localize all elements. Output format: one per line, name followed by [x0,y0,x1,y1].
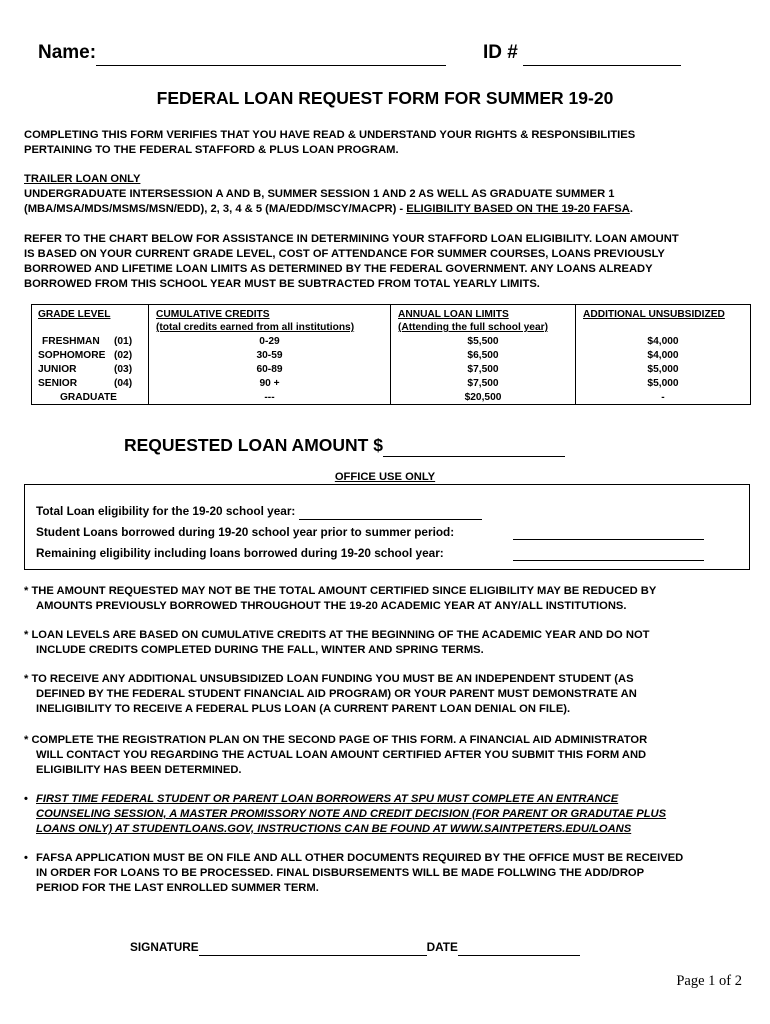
chart-top-border-left [31,304,751,305]
header-cumulative-credits: CUMULATIVE CREDITS (total credits earned from all institutions) [156,309,355,333]
date-input-line[interactable] [458,940,580,956]
refer-line: REFER TO THE CHART BELOW FOR ASSISTANCE IN DETERMINING YOUR STAFFORD LOAN ELIGIBILITY. LOAN AMOUNT [24,233,679,245]
credits-cell: 30-59 [256,350,283,361]
name-field-row [38,41,446,66]
page-number: Page 1 of 2 [676,973,742,989]
office-line-remaining: Remaining eligibility including loans borrowed during 19-20 school year: [36,546,444,560]
bullet-icon: • [24,852,28,864]
additional-cell: - [661,392,665,403]
office-line-total: Total Loan eligibility for the 19-20 school year: [36,504,482,520]
trailer-line: UNDERGRADUATE INTERSESSION A AND B, SUMMER SESSION 1 AND 2 AS WELL AS GRADUATE SUMMER 1 [24,188,615,200]
credits-cell: --- [264,392,275,403]
office-line-borrowed: Student Loans borrowed during 19-20 school year prior to summer period: [36,525,455,539]
borrowed-amount-line[interactable] [513,525,704,540]
annual-cell: $5,500 [467,336,499,347]
note-registration-plan: * COMPLETE THE REGISTRATION PLAN ON THE SECOND PAGE OF THIS FORM. A FINANCIAL AID ADMINISTRATOR WILL CONTACT YOU REGARDING THE ACTUAL LOAN AMOUNT CERTIFIED AFTER YOU SUBMIT THIS FORM AND ELIGIBILITY HAS BEEN DETERMINED. [24,734,648,776]
table-row [32,391,750,405]
id-input-line[interactable] [523,41,681,66]
bullet-fafsa: • FAFSA APPLICATION MUST BE ON FILE AND ALL OTHER DOCUMENTS REQUIRED BY THE OFFICE MUST BE RECEIVED IN ORDER FOR LOANS TO BE PROCESSED. FINAL DISBURSEMENTS WILL BE MADE FOLLWING THE ADD/DROP PERIOD FOR THE LAST ENROLLED SUMMER TERM. [24,852,684,894]
name-input-line[interactable] [96,41,446,66]
chart-body [32,335,750,405]
header-grade-level: GRADE LEVEL [38,309,111,320]
bullet-first-time-borrowers: • FIRST TIME FEDERAL STUDENT OR PARENT LOAN BORROWERS AT SPU MUST COMPLETE AN ENTRANCE COUNSELING SESSION, A MASTER PROMISSORY NOTE AND CREDIT DECISION (FOR PARENT OR GRADUTAE PLUS LOANS ONLY) AT STUDENTLOANS.GOV, INSTRUCTIONS CAN BE FOUND AT WWW.SAINTPETERS.EDU/LOANS [24,793,667,835]
note-loan-levels: * LOAN LEVELS ARE BASED ON CUMULATIVE CREDITS AT THE BEGINNING OF THE ACADEMIC YEAR AND DO NOT INCLUDE CREDITS COMPLETED DURING THE FALL, WINTER AND SPRING TERMS. [24,629,650,656]
remaining-amount-line[interactable] [513,546,704,561]
refer-line: BORROWED AND LIFETIME LOAN LIMITS AS DETERMINED BY THE FEDERAL GOVERNMENT. ANY LOANS ALREADY [24,263,653,275]
loan-limits-chart [31,304,751,405]
grade-cell: GRADUATE [60,392,117,403]
code-cell: (01) [114,336,133,347]
credits-cell: 90 + [259,378,280,389]
trailer-heading: TRAILER LOAN ONLY [24,173,141,185]
trailer-line: (MBA/MSA/MDS/MSMS/MSN/EDD), 2, 3, 4 & 5 (MA/EDD/MSCY/MACPR) - ELIGIBILITY BASED ON THE 19-20 FAFSA. [24,203,633,215]
table-row [32,349,750,363]
annual-cell: $7,500 [467,378,499,389]
id-label: ID # [483,42,518,63]
signature-input-line[interactable] [199,940,427,956]
additional-cell: $5,000 [647,378,679,389]
trailer-section [24,172,759,217]
code-cell: (03) [114,364,133,375]
annual-cell: $7,500 [467,364,499,375]
annual-cell: $20,500 [464,392,502,403]
additional-cell: $5,000 [647,364,679,375]
code-cell: (02) [114,350,133,361]
date-label: DATE [426,940,458,954]
refer-line: IS BASED ON YOUR CURRENT GRADE LEVEL, COST OF ATTENDANCE FOR SUMMER COURSES, LOANS PREVIOUSLY [24,248,665,260]
note-unsubsidized: * TO RECEIVE ANY ADDITIONAL UNSUBSIDIZED LOAN FUNDING YOU MUST BE AN INDEPENDENT STUDENT (AS DEFINED BY THE FEDERAL STUDENT FINANCIAL AID PROGRAM) OR YOUR PARENT MUST DEMONSTRATE AN INELIGIBILITY TO RECEIVE A FEDERAL PLUS LOAN (A CURRENT PARENT LOAN DENIAL ON FILE). [24,673,637,715]
intro-line: COMPLETING THIS FORM VERIFIES THAT YOU HAVE READ & UNDERSTAND YOUR RIGHTS & RESPONSIBILITIES [24,129,636,141]
refer-line: BORROWED FROM THIS SCHOOL YEAR MUST BE SUBTRACTED FROM TOTAL YEARLY LIMITS. [24,278,540,290]
requested-loan-row [124,434,565,457]
table-row [32,335,750,349]
grade-cell: SOPHOMORE [38,350,106,361]
grade-cell: FRESHMAN [42,336,100,347]
name-label: Name: [38,42,97,63]
intro-line: PERTAINING TO THE FEDERAL STAFFORD & PLUS LOAN PROGRAM. [24,144,399,156]
additional-cell: $4,000 [647,350,679,361]
requested-loan-label: REQUESTED LOAN AMOUNT $ [124,435,383,455]
note-amount-requested: * THE AMOUNT REQUESTED MAY NOT BE THE TOTAL AMOUNT CERTIFIED SINCE ELIGIBILITY MAY BE REDUCED BY AMOUNTS PREVIOUSLY BORROWED THROUGHOUT THE 19-20 ACADEMIC YEAR AT ANY/ALL INSTITUTIONS. [24,585,657,612]
office-use-heading: OFFICE USE ONLY [334,471,436,483]
grade-cell: JUNIOR [38,364,77,375]
office-use-box [24,484,750,570]
additional-cell: $4,000 [647,336,679,347]
grade-cell: SENIOR [38,378,78,389]
signature-label: SIGNATURE [130,940,199,954]
annual-cell: $6,500 [467,350,499,361]
table-row [32,377,750,391]
id-field-row [483,41,681,66]
header-annual-loan-limits: ANNUAL LOAN LIMITS (Attending the full school year) [398,309,548,333]
header-additional-unsubsidized: ADDITIONAL UNSUBSIDIZED [583,309,725,320]
signature-row [130,940,580,956]
eligibility-note: ELIGIBILITY BASED ON THE 19-20 FAFSA [406,203,630,215]
page-title: FEDERAL LOAN REQUEST FORM FOR SUMMER 19-20 [156,88,614,108]
table-row [32,363,750,377]
code-cell: (04) [114,378,133,389]
total-eligibility-line[interactable] [299,504,482,520]
credits-cell: 0-29 [259,336,280,347]
requested-amount-input-line[interactable] [383,434,565,457]
intro-paragraph [24,128,754,158]
refer-paragraph [24,232,759,292]
bullet-icon: • [24,793,28,805]
credits-cell: 60-89 [256,364,283,375]
